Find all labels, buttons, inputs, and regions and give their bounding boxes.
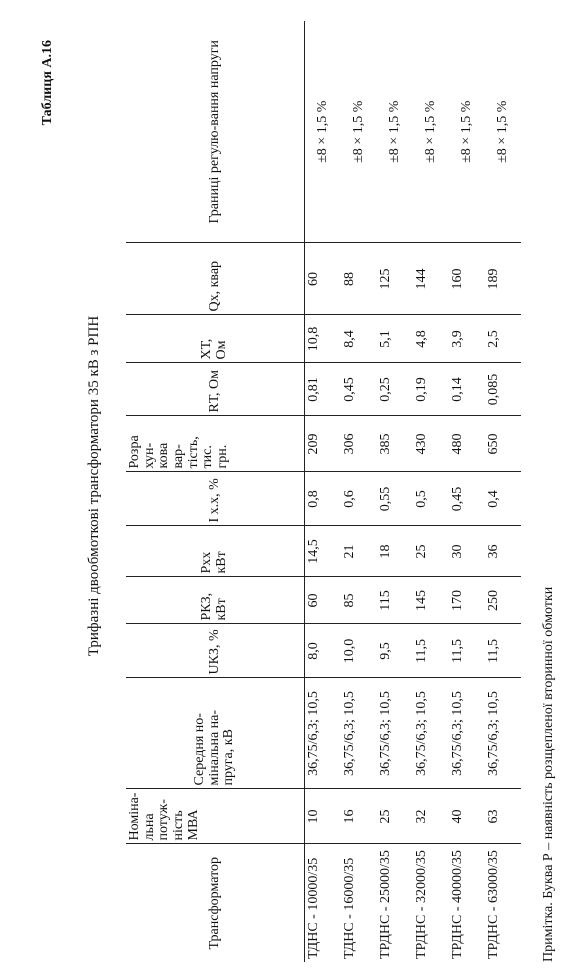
cell-p-xx: 18 — [377, 526, 413, 577]
cell-r-t: 0,14 — [449, 363, 485, 416]
cell-cost: 385 — [377, 416, 413, 472]
cell-q-x: 88 — [341, 243, 377, 315]
cell-i-xx: 0,5 — [413, 472, 449, 526]
cell-x-t: 4,8 — [413, 315, 449, 363]
cell-i-xx: 0,55 — [377, 472, 413, 526]
cell-transformer: ТРДНС - 63000/35 — [486, 850, 501, 959]
cell-u-kz: 10,0 — [341, 624, 377, 678]
header-x-t: XТ, Ом — [126, 315, 305, 363]
cell-voltage: 36,75/6,3; 10,5 — [485, 678, 521, 789]
cell-p-xx: 25 — [413, 526, 449, 577]
table-caption-id: Таблиця А.16 — [40, 40, 55, 126]
cell-u-kz: 9,5 — [377, 624, 413, 678]
header-regulation: Границі регулю-вання напруги — [126, 21, 305, 243]
cell-power: 63 — [485, 789, 521, 844]
header-q-x: Qx, квар — [126, 243, 305, 315]
cell-cost: 306 — [341, 416, 377, 472]
cell-p-kz: 60 — [305, 577, 342, 624]
header-p-kz: PКЗ, кВт — [126, 577, 305, 624]
cell-voltage: 36,75/6,3; 10,5 — [305, 678, 342, 789]
cell-r-t: 0,45 — [341, 363, 377, 416]
cell-x-t: 3,9 — [449, 315, 485, 363]
cell-p-kz: 250 — [485, 577, 521, 624]
cell-p-xx: 21 — [341, 526, 377, 577]
header-p-xx: Pxx кВт — [126, 526, 305, 577]
cell-q-x: 144 — [413, 243, 449, 315]
cell-p-kz: 170 — [449, 577, 485, 624]
cell-voltage: 36,75/6,3; 10,5 — [341, 678, 377, 789]
cell-u-kz: 11,5 — [449, 624, 485, 678]
cell-i-xx: 0,4 — [485, 472, 521, 526]
cell-transformer: ТРДНС - 25000/35 — [378, 850, 393, 959]
cell-p-xx: 30 — [449, 526, 485, 577]
cell-regulation: ±8 × 1,5 % — [377, 21, 413, 243]
cell-regulation: ±8 × 1,5 % — [413, 21, 449, 243]
cell-power: 32 — [413, 789, 449, 844]
table-row — [413, 21, 449, 962]
cell-power: 16 — [341, 789, 377, 844]
cell-q-x: 60 — [305, 243, 342, 315]
cell-x-t: 10,8 — [305, 315, 342, 363]
table-note: Примітка. Буква Р – наявність розщепленої вторинної обмотки — [541, 586, 556, 962]
cell-i-xx: 0,45 — [449, 472, 485, 526]
cell-transformer: ТДНС - 10000/35 — [306, 857, 321, 959]
cell-voltage: 36,75/6,3; 10,5 — [377, 678, 413, 789]
table-row — [341, 21, 377, 962]
cell-regulation: ±8 × 1,5 % — [449, 21, 485, 243]
cell-transformer: ТРДНС - 40000/35 — [450, 850, 465, 959]
table-row — [485, 21, 521, 962]
header-nominal-power: Номіна-льна потуж-ність МВА — [126, 789, 305, 844]
cell-i-xx: 0,6 — [341, 472, 377, 526]
header-row — [126, 21, 305, 962]
cell-cost: 430 — [413, 416, 449, 472]
cell-x-t: 2,5 — [485, 315, 521, 363]
cell-q-x: 189 — [485, 243, 521, 315]
header-transformer: Трансформатор — [126, 844, 305, 962]
cell-u-kz: 11,5 — [413, 624, 449, 678]
cell-power: 40 — [449, 789, 485, 844]
cell-power: 25 — [377, 789, 413, 844]
cell-x-t: 8,4 — [341, 315, 377, 363]
cell-regulation: ±8 × 1,5 % — [485, 21, 521, 243]
cell-cost: 650 — [485, 416, 521, 472]
transformer-table — [126, 21, 521, 962]
table-row — [377, 21, 413, 962]
header-u-kz: UКЗ, % — [126, 624, 305, 678]
table-title: Трифазні двообмоткові трансформатори 35 кВ з РПН — [86, 315, 102, 657]
header-r-t: RТ, Ом — [126, 363, 305, 416]
cell-power: 10 — [305, 789, 342, 844]
cell-x-t: 5,1 — [377, 315, 413, 363]
cell-r-t: 0,19 — [413, 363, 449, 416]
cell-q-x: 160 — [449, 243, 485, 315]
cell-voltage: 36,75/6,3; 10,5 — [449, 678, 485, 789]
cell-r-t: 0,25 — [377, 363, 413, 416]
cell-u-kz: 8,0 — [305, 624, 342, 678]
cell-p-kz: 145 — [413, 577, 449, 624]
cell-r-t: 0,81 — [305, 363, 342, 416]
cell-p-kz: 115 — [377, 577, 413, 624]
cell-voltage: 36,75/6,3; 10,5 — [413, 678, 449, 789]
header-avg-voltage: Середня но-мінальна на-пруга, кВ — [126, 678, 305, 789]
cell-regulation: ±8 × 1,5 % — [305, 21, 342, 243]
cell-regulation: ±8 × 1,5 % — [341, 21, 377, 243]
cell-q-x: 125 — [377, 243, 413, 315]
cell-p-xx: 36 — [485, 526, 521, 577]
cell-r-t: 0,085 — [485, 363, 521, 416]
header-cost: Розра хун-кова вар-тість, тис. грн. — [126, 416, 305, 472]
cell-p-xx: 14,5 — [305, 526, 342, 577]
cell-cost: 209 — [305, 416, 342, 472]
cell-cost: 480 — [449, 416, 485, 472]
cell-transformer: ТДНС - 16000/35 — [342, 857, 357, 959]
cell-u-kz: 11,5 — [485, 624, 521, 678]
table-row — [305, 21, 342, 962]
header-i-xx: I х.х, % — [126, 472, 305, 526]
cell-p-kz: 85 — [341, 577, 377, 624]
cell-transformer: ТРДНС - 32000/35 — [414, 850, 429, 959]
table-row — [449, 21, 485, 962]
cell-i-xx: 0,8 — [305, 472, 342, 526]
